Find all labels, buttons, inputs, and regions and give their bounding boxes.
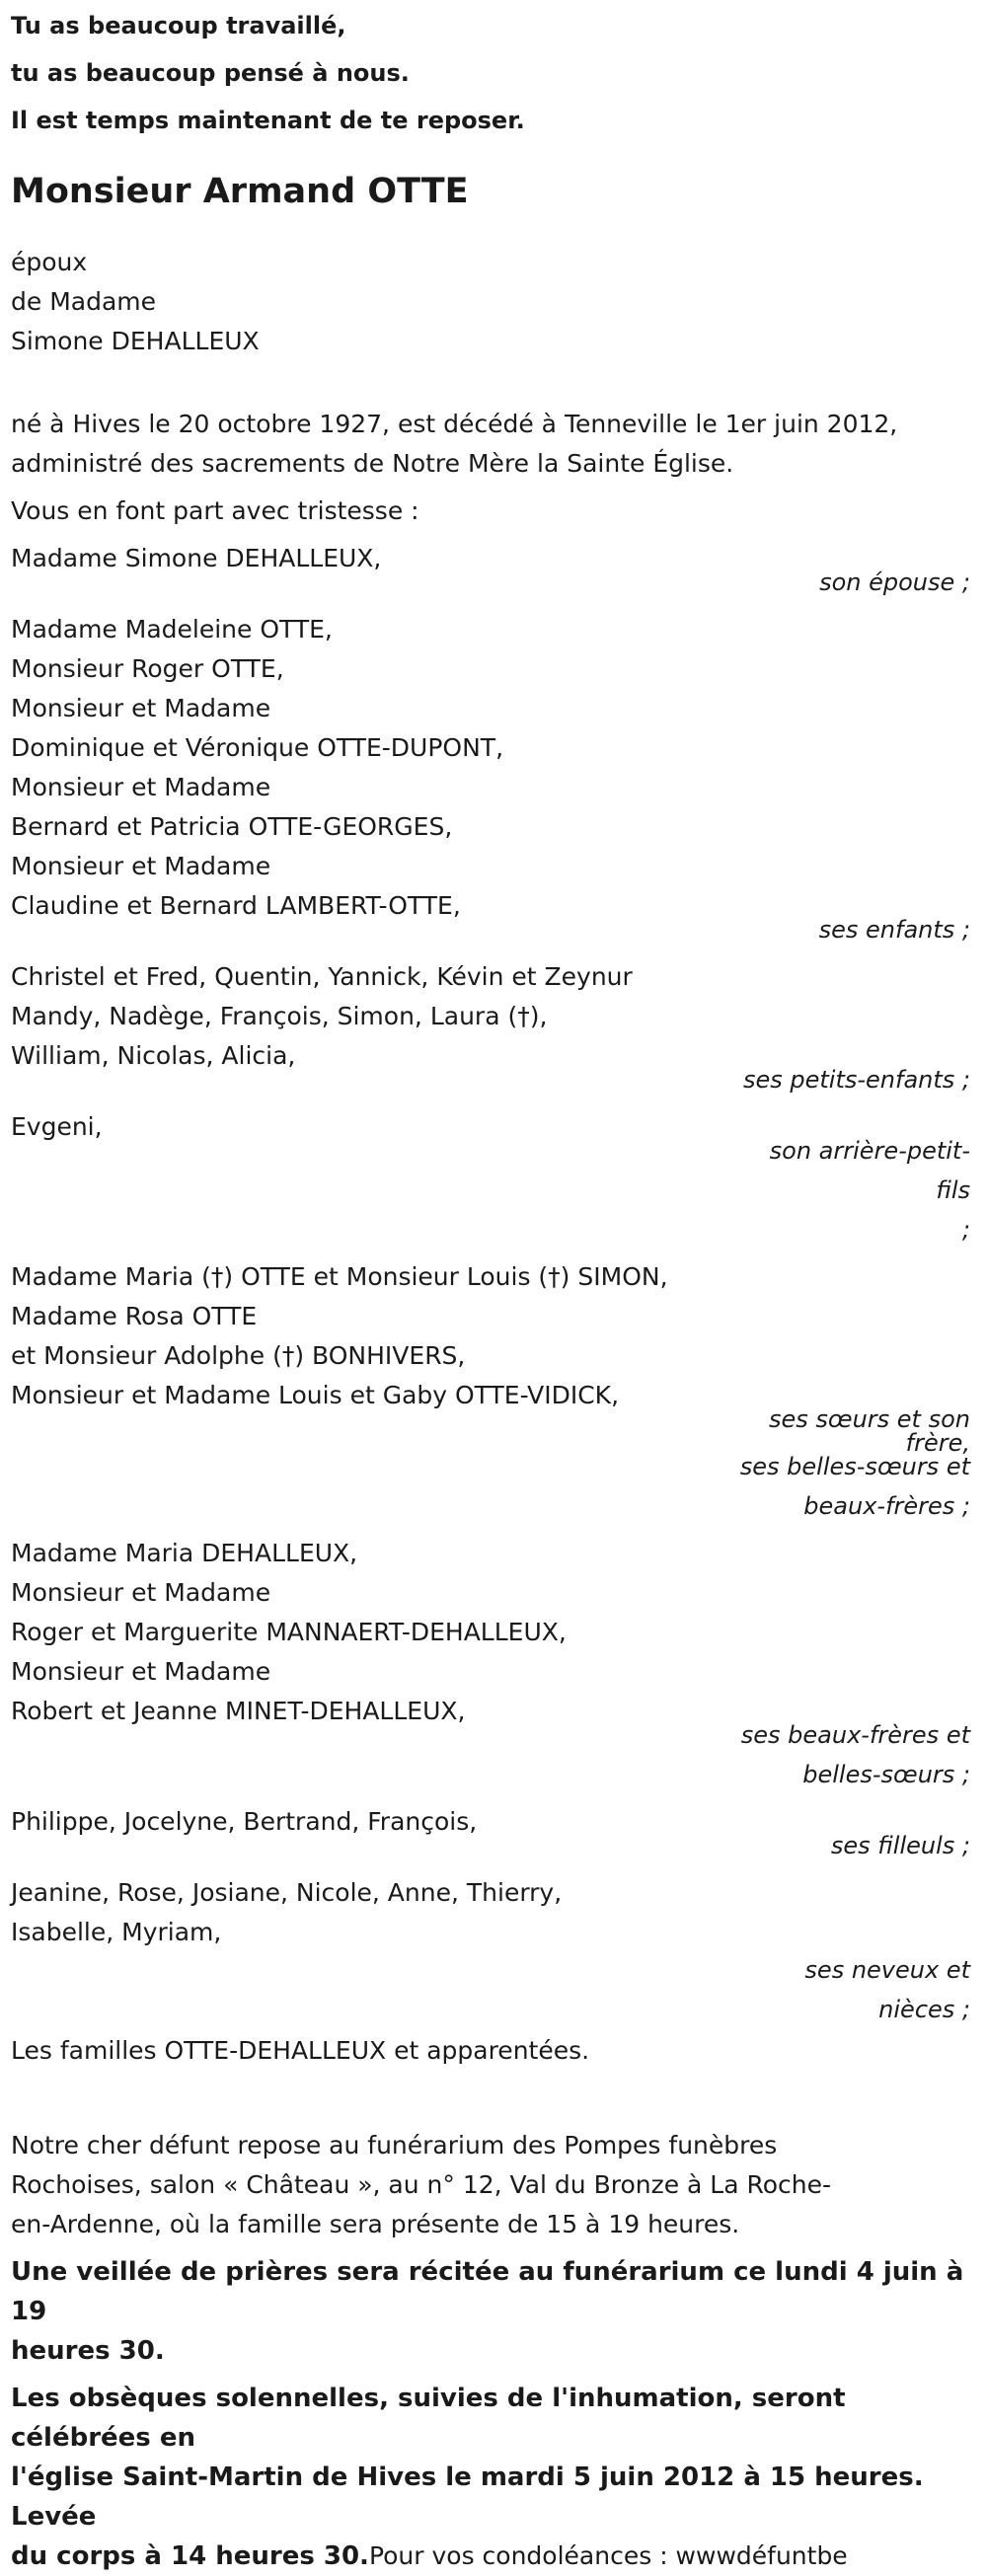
relation-line: nièces ; bbox=[878, 1996, 970, 2023]
family-name-line: Claudine et Bernard LAMBERT-OTTE, bbox=[11, 891, 461, 920]
family-name-line: Monsieur et Madame bbox=[11, 1578, 271, 1607]
relation-line: ses enfants ; bbox=[818, 916, 970, 944]
family-name-line: Monsieur et Madame bbox=[11, 694, 271, 722]
family-name-line: Isabelle, Myriam, bbox=[11, 1918, 222, 1946]
funerarium-line: en-Ardenne, où la famille sera présente de 15 à 19 heures. bbox=[11, 2210, 740, 2238]
relation-line: son épouse ; bbox=[819, 568, 970, 596]
family-name-line: et Monsieur Adolphe (†) BONHIVERS, bbox=[11, 1341, 466, 1370]
relation-label bbox=[736, 1131, 978, 1250]
relation-line: ses neveux et bbox=[804, 1956, 970, 1984]
spouse-block bbox=[11, 243, 978, 361]
relation-label bbox=[736, 1950, 978, 2029]
vigil-line: Une veillée de prières sera récitée au funérarium ce lundi 4 juin à 19 bbox=[11, 2257, 964, 2326]
family-group-godchildren bbox=[11, 1802, 978, 1865]
family-group-in-laws bbox=[11, 1534, 978, 1794]
family-name-line: Monsieur et Madame bbox=[11, 773, 271, 801]
family-name-line: Monsieur et Madame bbox=[11, 1657, 271, 1686]
relation-line: ses beaux-frères et bbox=[740, 1721, 970, 1749]
relation-line: belles-sœurs ; bbox=[802, 1761, 970, 1788]
family-name-line: Madame Madeleine OTTE, bbox=[11, 615, 333, 644]
birth-death-block bbox=[11, 405, 978, 484]
family-name-line: Evgeni, bbox=[11, 1112, 103, 1141]
spouse-line: de Madame bbox=[11, 287, 157, 316]
funeral-line: du corps à 14 heures 30. bbox=[11, 2541, 369, 2571]
family-name-line: Philippe, Jocelyne, Bertrand, François, bbox=[11, 1807, 478, 1836]
family-name-line: Madame Maria DEHALLEUX, bbox=[11, 1539, 358, 1567]
family-group-great-grandson bbox=[11, 1107, 978, 1250]
relation-line: ses sœurs et son bbox=[769, 1405, 970, 1433]
birth-death-line: administré des sacrements de Notre Mère la Sainte Église. bbox=[11, 449, 734, 478]
announcement: Vous en font part avec tristesse : bbox=[11, 496, 419, 525]
relation-line: ses petits-enfants ; bbox=[742, 1066, 970, 1094]
relation-line: son arrière-petit-fils bbox=[769, 1137, 970, 1204]
birth-death-line: né à Hives le 20 octobre 1927, est décédé à Tenneville le 1er juin 2012, bbox=[11, 410, 898, 438]
condolences-text: Pour vos condoléances : wwwdéfuntbe bbox=[368, 2541, 848, 2570]
family-name-line: Madame Rosa OTTE bbox=[11, 1302, 258, 1330]
families-line: Les familles OTTE-DEHALLEUX et apparentées. bbox=[11, 2036, 590, 2065]
verse-line: Il est temps maintenant de te reposer. bbox=[11, 107, 525, 134]
spouse-line: Simone DEHALLEUX bbox=[11, 327, 260, 355]
opening-verse bbox=[11, 2, 978, 144]
family-name-line: Dominique et Véronique OTTE-DUPONT, bbox=[11, 733, 504, 762]
funerarium-paragraph bbox=[11, 2126, 978, 2244]
funeral-line: l'église Saint-Martin de Hives le mardi 5 juin 2012 à 15 heures. Levée bbox=[11, 2462, 924, 2532]
family-name-line: Robert et Jeanne MINET-DEHALLEUX, bbox=[11, 1697, 466, 1725]
family-name-line: Monsieur Roger OTTE, bbox=[11, 654, 284, 683]
relation-line: ; bbox=[961, 1216, 970, 1244]
verse-line: Tu as beaucoup travaillé, bbox=[11, 12, 346, 39]
family-name-line: William, Nicolas, Alicia, bbox=[11, 1041, 296, 1070]
deceased-name: Monsieur Armand OTTE bbox=[11, 172, 469, 211]
vigil-line: heures 30. bbox=[11, 2336, 165, 2366]
family-name-line: Madame Simone DEHALLEUX, bbox=[11, 544, 382, 572]
family-group-siblings bbox=[11, 1257, 978, 1526]
family-name-line: Monsieur et Madame bbox=[11, 852, 271, 880]
relation-label bbox=[736, 1400, 978, 1526]
family-group-spouse bbox=[11, 539, 978, 602]
vigil-paragraph bbox=[11, 2252, 978, 2371]
funerarium-line: Notre cher défunt repose au funérarium des Pompes funèbres bbox=[11, 2131, 778, 2159]
relation-line: beaux-frères ; bbox=[803, 1492, 970, 1520]
funerarium-line: Rochoises, salon « Château », au n° 12, Val du Bronze à La Roche- bbox=[11, 2170, 832, 2199]
relation-line: ses belles-sœurs et bbox=[739, 1453, 970, 1480]
relation-line: ses filleuls ; bbox=[830, 1832, 970, 1859]
family-name-line: Christel et Fred, Quentin, Yannick, Kévin et Zeynur bbox=[11, 962, 633, 991]
funeral-last-line bbox=[11, 2537, 978, 2576]
family-name-line: Mandy, Nadège, François, Simon, Laura (†), bbox=[11, 1002, 548, 1030]
relation-line: frère, bbox=[905, 1429, 970, 1457]
relation-label bbox=[736, 1715, 978, 1794]
family-group-grandchildren bbox=[11, 957, 978, 1099]
funeral-paragraph bbox=[11, 2379, 978, 2576]
spouse-line: époux bbox=[11, 248, 88, 276]
family-name-line: Jeanine, Rose, Josiane, Nicole, Anne, Thierry, bbox=[11, 1878, 563, 1907]
family-name-line: Roger et Marguerite MANNAERT-DEHALLEUX, bbox=[11, 1618, 567, 1646]
family-name-line: Madame Maria (†) OTTE et Monsieur Louis (†) SIMON, bbox=[11, 1262, 668, 1291]
family-group-children bbox=[11, 610, 978, 949]
family-group-nephews-nieces bbox=[11, 1873, 978, 2029]
verse-line: tu as beaucoup pensé à nous. bbox=[11, 59, 410, 87]
funeral-line: Les obsèques solennelles, suivies de l'inhumation, seront célébrées en bbox=[11, 2384, 846, 2453]
family-name-line: Monsieur et Madame Louis et Gaby OTTE-VIDICK, bbox=[11, 1381, 620, 1409]
family-name-line: Bernard et Patricia OTTE-GEORGES, bbox=[11, 812, 453, 841]
